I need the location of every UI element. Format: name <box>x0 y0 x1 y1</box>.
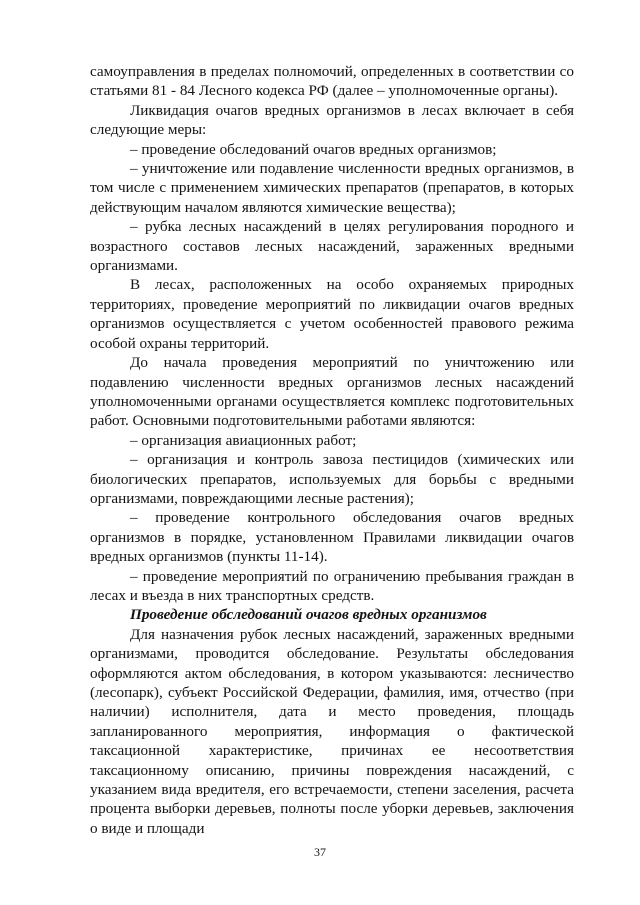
list-item-access-restriction: – проведение мероприятий по ограничению пребывания граждан в лесах и въезда в них транспортных средств. <box>90 567 574 604</box>
paragraph-preparatory-works: До начала проведения мероприятий по уничтожению или подавлению численности вредных организмов лесных насаждений уполномоченными органами осуществляется комплекс подготовительных работ. Основными подготовительными работами являются: <box>90 354 574 430</box>
paragraph-protected-areas: В лесах, расположенных на особо охраняемых природных территориях, проведение мероприятий по ликвидации очагов вредных организмов осуществляется с учетом особенностей правового режима особой охраны территорий. <box>90 276 574 352</box>
page-number: 37 <box>314 845 326 859</box>
paragraph-intro: самоуправления в пределах полномочий, определенных в соответствии со статьями 81 - 84 Лесного кодекса РФ (далее – уполномоченные органы). <box>90 63 574 100</box>
section-heading: Проведение обследований очагов вредных организмов <box>130 606 487 624</box>
list-item-aviation: – организация авиационных работ; <box>130 431 357 449</box>
list-item-survey: – проведение обследований очагов вредных организмов; <box>130 140 497 158</box>
paragraph-survey-details: Для назначения рубок лесных насаждений, зараженных вредными организмами, проводится обследование. Результаты обследования оформляются актом обследования, в котором указываются: лесничество (лесопарк), субъект Российской Федерации, фамилия, имя, отчество (при наличии) исполнителя, дата и место проведения, площадь запланированного мероприятия, информация о фактической таксационной характеристике, причинах ее несоответствия таксационному описанию, причины повреждения насаждений, с указанием вида вредителя, его встречаемости, степени заселения, расчета процента выборки деревьев, полноты после уборки деревьев, заключения о виде и площади <box>90 625 574 837</box>
list-item-control-survey: – проведение контрольного обследования очагов вредных организмов в порядке, установленном Правилами ликвидации очагов вредных организмов (пункты 11-14). <box>90 509 574 566</box>
document-body <box>90 62 574 838</box>
list-item-pesticides: – организация и контроль завоза пестицидов (химических или биологических препаратов, используемых для борьбы с вредными организмами, повреждающими лесные растения); <box>90 451 574 507</box>
list-item-destruction: – уничтожение или подавление численности вредных организмов, в том числе с применением химических препаратов (препаратов, в которых действующим началом являются химические вещества); <box>90 160 574 216</box>
paragraph-measures-lead: Ликвидация очагов вредных организмов в лесах включает в себя следующие меры: <box>90 101 574 139</box>
list-item-felling: – рубка лесных насаждений в целях регулирования породного и возрастного составов лесных насаждений, зараженных вредными организмами. <box>90 218 574 275</box>
